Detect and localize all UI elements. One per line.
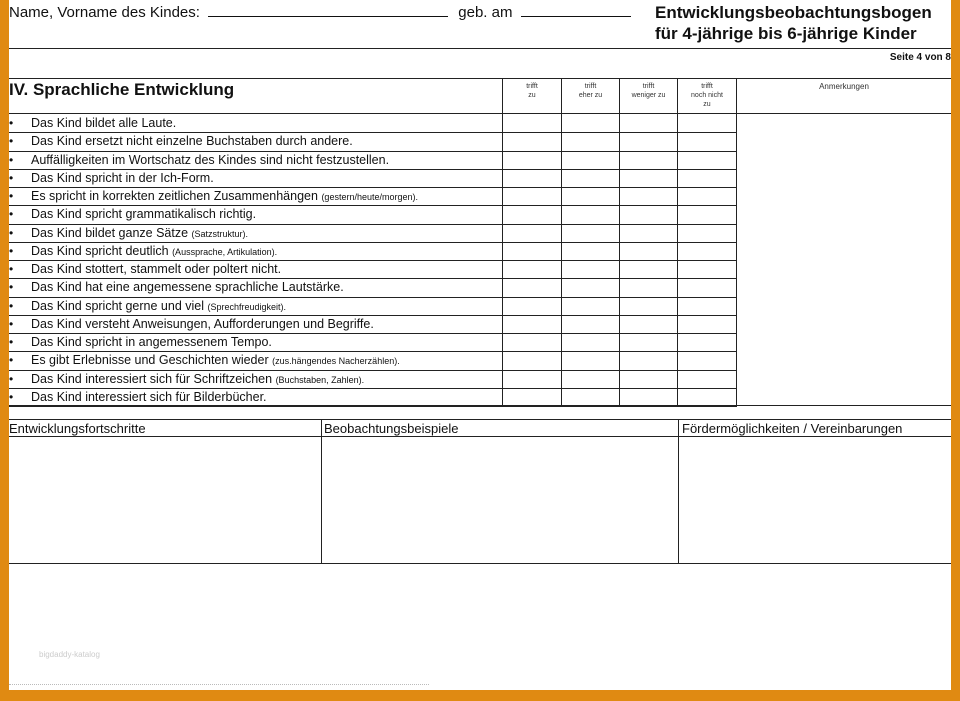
rating-cell[interactable] xyxy=(678,351,736,369)
form-sheet xyxy=(9,0,951,690)
rating-cell[interactable] xyxy=(678,370,736,388)
watermark-text: bigdaddy-katalog xyxy=(39,650,100,659)
rating-cell[interactable] xyxy=(562,388,619,406)
rating-cell[interactable] xyxy=(678,260,736,278)
item-statement: Es gibt Erlebnisse und Geschichten wieder xyxy=(31,353,269,367)
checklist-row xyxy=(9,114,501,132)
rating-cell[interactable] xyxy=(503,388,561,406)
bullet-icon: • xyxy=(9,262,14,276)
checklist-row xyxy=(9,132,501,150)
checklist-row xyxy=(9,224,501,242)
item-statement: Das Kind spricht grammatikalisch richtig. xyxy=(31,207,257,221)
bullet-icon: • xyxy=(9,171,14,185)
checklist-item-text xyxy=(31,244,277,258)
checklist-row xyxy=(9,333,501,351)
item-note: (zus.hängendes Nacherzählen). xyxy=(272,356,400,366)
form-title-line2: für 4-jährige bis 6-jährige Kinder xyxy=(655,24,917,43)
observation-examples-header: Beobachtungsbeispiele xyxy=(324,421,459,436)
rating-cell[interactable] xyxy=(620,169,677,187)
rating-cell[interactable] xyxy=(562,297,619,315)
rating-cell[interactable] xyxy=(503,278,561,296)
item-note: (Buchstaben, Zahlen). xyxy=(275,375,365,385)
rating-cell[interactable] xyxy=(678,187,736,205)
rating-cell[interactable] xyxy=(620,297,677,315)
rating-cell[interactable] xyxy=(562,370,619,388)
rating-cell[interactable] xyxy=(503,297,561,315)
rating-cell[interactable] xyxy=(620,333,677,351)
bullet-icon: • xyxy=(9,207,14,221)
rating-cell[interactable] xyxy=(562,132,619,150)
bullet-icon: • xyxy=(9,226,14,240)
checklist-row xyxy=(9,351,501,369)
rating-cell[interactable] xyxy=(678,242,736,260)
checklist-item-text xyxy=(31,207,256,221)
checklist-row xyxy=(9,169,501,187)
rating-cell[interactable] xyxy=(503,260,561,278)
remarks-header: Anmerkungen xyxy=(819,82,869,91)
item-note: (gestern/heute/morgen). xyxy=(321,192,418,202)
birthdate-label: geb. am xyxy=(458,4,513,21)
rating-cell[interactable] xyxy=(620,151,677,169)
rating-cell[interactable] xyxy=(678,278,736,296)
checklist-row xyxy=(9,187,501,205)
checklist-row xyxy=(9,315,501,333)
name-label: Name, Vorname des Kindes: xyxy=(9,4,200,21)
checklist-item-text xyxy=(31,280,344,294)
rating-cell[interactable] xyxy=(678,315,736,333)
bottom-bottom-border xyxy=(9,563,951,564)
rating-cell[interactable] xyxy=(562,205,619,223)
item-statement: Das Kind stottert, stammelt oder poltert nicht. xyxy=(31,262,282,276)
name-blank[interactable] xyxy=(208,4,448,17)
rating-cell[interactable] xyxy=(678,114,736,132)
bullet-icon: • xyxy=(9,116,14,130)
checklist-item-text xyxy=(31,189,418,203)
checklist-item-text xyxy=(31,317,374,331)
item-statement: Das Kind interessiert sich für Bilderbücher. xyxy=(31,390,267,404)
bullet-icon: • xyxy=(9,335,14,349)
item-note: (Satzstruktur). xyxy=(191,229,249,239)
item-statement: Es spricht in korrekten zeitlichen Zusammenhängen xyxy=(31,189,318,203)
item-statement: Das Kind bildet alle Laute. xyxy=(31,116,177,130)
rating-cell[interactable] xyxy=(503,169,561,187)
checklist-item-text xyxy=(31,262,281,276)
rating-cell[interactable] xyxy=(562,333,619,351)
item-statement: Das Kind spricht in der Ich-Form. xyxy=(31,171,214,185)
checklist-item-text xyxy=(31,353,400,367)
rating-cell[interactable] xyxy=(562,169,619,187)
rating-cell[interactable] xyxy=(620,315,677,333)
rating-cell[interactable] xyxy=(678,205,736,223)
checklist-row xyxy=(9,388,501,406)
rating-cell[interactable] xyxy=(678,169,736,187)
column-header-less-applies: trifft weniger zu xyxy=(631,83,666,99)
checklist-row xyxy=(9,205,501,223)
rating-cell[interactable] xyxy=(620,242,677,260)
rating-cell[interactable] xyxy=(562,278,619,296)
column-header-applies: trifft zu xyxy=(526,83,538,99)
rating-cell[interactable] xyxy=(503,187,561,205)
bullet-icon: • xyxy=(9,280,14,294)
item-statement: Das Kind spricht deutlich xyxy=(31,244,169,258)
support-options-header: Fördermöglichkeiten / Vereinbarungen xyxy=(682,421,903,436)
checklist-item-text xyxy=(31,299,286,313)
footer-line xyxy=(9,684,429,685)
rating-cell[interactable] xyxy=(620,205,677,223)
rating-cell[interactable] xyxy=(678,132,736,150)
page-number: Seite 4 von 8 xyxy=(889,52,951,63)
item-note: (Sprechfreudigkeit). xyxy=(207,302,287,312)
rating-cell[interactable] xyxy=(678,224,736,242)
rating-cell[interactable] xyxy=(503,205,561,223)
rating-cell[interactable] xyxy=(562,351,619,369)
rating-cell[interactable] xyxy=(678,151,736,169)
rating-cell[interactable] xyxy=(620,114,677,132)
rating-cell[interactable] xyxy=(620,132,677,150)
bullet-icon: • xyxy=(9,390,14,404)
column-header-rather-applies: trifft eher zu xyxy=(578,83,603,99)
item-statement: Das Kind spricht in angemessenem Tempo. xyxy=(31,335,272,349)
item-statement: Das Kind bildet ganze Sätze xyxy=(31,226,189,240)
rating-cell[interactable] xyxy=(503,114,561,132)
rating-cell[interactable] xyxy=(562,242,619,260)
support-notes-area[interactable] xyxy=(679,437,951,563)
rating-cell[interactable] xyxy=(503,224,561,242)
rating-cell[interactable] xyxy=(562,151,619,169)
checklist-item-text xyxy=(31,335,272,349)
rating-cell[interactable] xyxy=(620,278,677,296)
checklist-row xyxy=(9,278,501,296)
checklist-item-text xyxy=(31,153,389,167)
observation-notes-area[interactable] xyxy=(322,437,678,563)
name-field-line xyxy=(9,4,631,21)
bullet-icon: • xyxy=(9,134,14,148)
rating-cell[interactable] xyxy=(503,315,561,333)
item-statement: Das Kind hat eine angemessene sprachliche Lautstärke. xyxy=(31,280,344,294)
rating-cell[interactable] xyxy=(503,370,561,388)
rating-cell[interactable] xyxy=(620,370,677,388)
item-statement: Auffälligkeiten im Wortschatz des Kindes sind nicht festzustellen. xyxy=(31,153,390,167)
item-statement: Das Kind ersetzt nicht einzelne Buchstaben durch andere. xyxy=(31,134,353,148)
bullet-icon: • xyxy=(9,153,14,167)
form-title xyxy=(655,2,932,44)
bullet-icon: • xyxy=(9,317,14,331)
progress-header: Entwicklungsfortschritte xyxy=(9,421,146,436)
checklist-item-text xyxy=(31,171,214,185)
rating-cell[interactable] xyxy=(620,351,677,369)
rating-cell[interactable] xyxy=(678,388,736,406)
bullet-icon: • xyxy=(9,353,14,367)
rating-cell[interactable] xyxy=(562,187,619,205)
rating-cell[interactable] xyxy=(503,351,561,369)
rating-cell[interactable] xyxy=(562,114,619,132)
item-statement: Das Kind interessiert sich für Schriftzeichen xyxy=(31,372,273,386)
rating-cell[interactable] xyxy=(562,224,619,242)
checklist-item-text xyxy=(31,134,353,148)
checklist-row xyxy=(9,297,501,315)
bullet-icon: • xyxy=(9,244,14,258)
rating-cell[interactable] xyxy=(620,187,677,205)
bullet-icon: • xyxy=(9,299,14,313)
checklist-row xyxy=(9,370,501,388)
checklist-row xyxy=(9,260,501,278)
checklist-item-text xyxy=(31,372,364,386)
bottom-top-border xyxy=(9,419,951,420)
rating-cell[interactable] xyxy=(503,132,561,150)
checklist-row xyxy=(9,151,501,169)
rating-cell[interactable] xyxy=(503,151,561,169)
checklist-item-text xyxy=(31,116,176,130)
bullet-icon: • xyxy=(9,189,14,203)
checklist-row xyxy=(9,242,501,260)
form-title-line1: Entwicklungsbeobachtungsbogen xyxy=(655,3,932,22)
checklist-item-text xyxy=(31,226,248,240)
header-divider xyxy=(9,48,951,49)
rating-cell[interactable] xyxy=(503,242,561,260)
row-divider xyxy=(9,406,737,407)
rating-cell[interactable] xyxy=(562,315,619,333)
bullet-icon: • xyxy=(9,372,14,386)
item-statement: Das Kind spricht gerne und viel xyxy=(31,299,205,313)
progress-notes-area[interactable] xyxy=(9,437,321,563)
item-note: (Aussprache, Artikulation). xyxy=(172,247,278,257)
item-statement: Das Kind versteht Anweisungen, Aufforderungen und Begriffe. xyxy=(31,317,374,331)
rating-cell[interactable] xyxy=(678,333,736,351)
checklist-item-text xyxy=(31,390,267,404)
rating-cell[interactable] xyxy=(678,297,736,315)
rating-cell[interactable] xyxy=(620,260,677,278)
column-header-not-yet-applies: trifft noch nicht zu xyxy=(691,83,723,108)
rating-cell[interactable] xyxy=(620,224,677,242)
rating-cell[interactable] xyxy=(620,388,677,406)
rating-cell[interactable] xyxy=(503,333,561,351)
rating-cell[interactable] xyxy=(562,260,619,278)
table-top-border xyxy=(9,78,951,79)
birthdate-blank[interactable] xyxy=(521,4,631,17)
section-title: IV. Sprachliche Entwicklung xyxy=(9,80,235,99)
